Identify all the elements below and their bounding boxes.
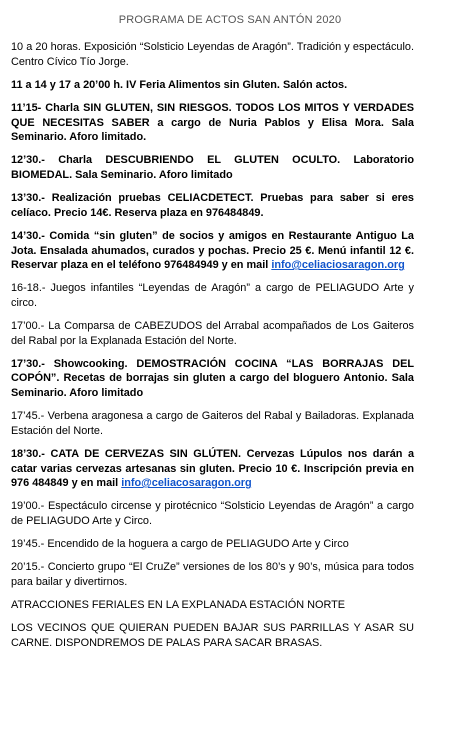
program-item-parrillas xyxy=(11,621,414,650)
program-item-text: 17’00.- La Comparsa de CABEZUDOS del Arrabal acompañados de Los Gaiteros del Rabal por la Explanada Estación del Norte. xyxy=(11,320,414,347)
program-item-feria-alimentos xyxy=(11,78,414,93)
program-item-juegos-infantiles xyxy=(11,281,414,310)
program-item-text: 17’45.- Verbena aragonesa a cargo de Gaiteros del Rabal y Bailadoras. Explanada Estación del Norte. xyxy=(11,410,414,437)
program-item-text: 11’15- Charla SIN GLUTEN, SIN RIESGOS. TODOS LOS MITOS Y VERDADES QUE NECESITAS SABER a cargo de Nuria Pablos y Elisa Mora. Sala Seminario. Aforo limitado. xyxy=(11,101,414,144)
program-item-showcooking xyxy=(11,357,414,401)
program-item-text: 20’15.- Concierto grupo “El CruZe” versiones de los 80’s y 90’s, música para todos para bailar y divertirnos. xyxy=(11,561,414,588)
program-item-text: LOS VECINOS QUE QUIERAN PUEDEN BAJAR SUS PARRILLAS Y ASAR SU CARNE. DISPONDREMOS DE PALAS PARA SACAR BRASAS. xyxy=(11,622,414,649)
program-item-hoguera xyxy=(11,537,414,552)
program-item-concierto-cruze xyxy=(11,560,414,589)
program-item-atracciones-feriales xyxy=(11,598,414,613)
email-link[interactable]: info@celiacosaragon.org xyxy=(121,477,252,490)
program-item-comparsa-cabezudos xyxy=(11,319,414,348)
program-item-text: 13’30.- Realización pruebas CELIACDETECT. Pruebas para saber si eres celíaco. Precio 14€. Reserva plaza en 976484849. xyxy=(11,192,414,219)
program-item-text: 11 a 14 y 17 a 20’00 h. IV Feria Alimentos sin Gluten. Salón actos. xyxy=(11,78,348,91)
program-item-verbena-aragonesa xyxy=(11,409,414,438)
program-item-text: 12’30.- Charla DESCUBRIENDO EL GLUTEN OCULTO. Laboratorio BIOMEDAL. Sala Seminario. Aforo limitado xyxy=(11,154,414,181)
program-item-text: 18’30.- CATA DE CERVEZAS SIN GLÚTEN. Cervezas Lúpulos nos darán a catar varias cervezas artesanas sin gluten. Precio 10 €. Inscripción previa en 976 484849 y en mail xyxy=(11,448,414,490)
program-item-cata-cervezas xyxy=(11,447,414,491)
program-item-exposicion-solsticio xyxy=(11,40,414,69)
program-list xyxy=(11,40,414,651)
program-item-text: 10 a 20 horas. Exposición “Solsticio Leyendas de Aragón”. Tradición y espectáculo. Centro Cívico Tío Jorge. xyxy=(11,41,414,68)
email-link[interactable]: info@celiaciosaragon.org xyxy=(271,259,405,272)
program-item-text: 14’30.- Comida “sin gluten” de socios y amigos en Restaurante Antiguo La Jota. Ensalada ahumados, curados y pochas. Precio 25 €. Menú infantil 12 €. Reservar plaza en el teléfono 976484949 y en mail xyxy=(11,229,414,272)
program-item-espectaculo-circense xyxy=(11,499,414,528)
program-item-charla-sin-gluten xyxy=(11,101,414,145)
page-title: PROGRAMA DE ACTOS SAN ANTÓN 2020 xyxy=(118,14,342,26)
program-item-pruebas-celiacdetect xyxy=(11,191,414,220)
program-item-text: 17’30.- Showcooking. DEMOSTRACIÓN COCINA “LAS BORRAJAS DEL COPÓN”. Recetas de borrajas sin gluten a cargo del bloguero Antonio. Sala Seminario. Aforo limitado xyxy=(11,357,414,400)
program-item-text: 16-18.- Juegos infantiles “Leyendas de Aragón” a cargo de PELIAGUDO Arte y circo. xyxy=(11,282,414,309)
program-item-text: ATRACCIONES FERIALES EN LA EXPLANADA ESTACIÓN NORTE xyxy=(11,599,346,612)
program-item-text: 19’45.- Encendido de la hoguera a cargo de PELIAGUDO Arte y Circo xyxy=(11,538,349,551)
program-item-text: 19’00.- Espectáculo circense y pirotécnico “Solsticio Leyendas de Aragón” a cargo de PELIAGUDO Arte y Circo. xyxy=(11,500,414,527)
program-item-comida-sin-gluten xyxy=(11,229,414,273)
program-item-charla-gluten-oculto xyxy=(11,153,414,182)
